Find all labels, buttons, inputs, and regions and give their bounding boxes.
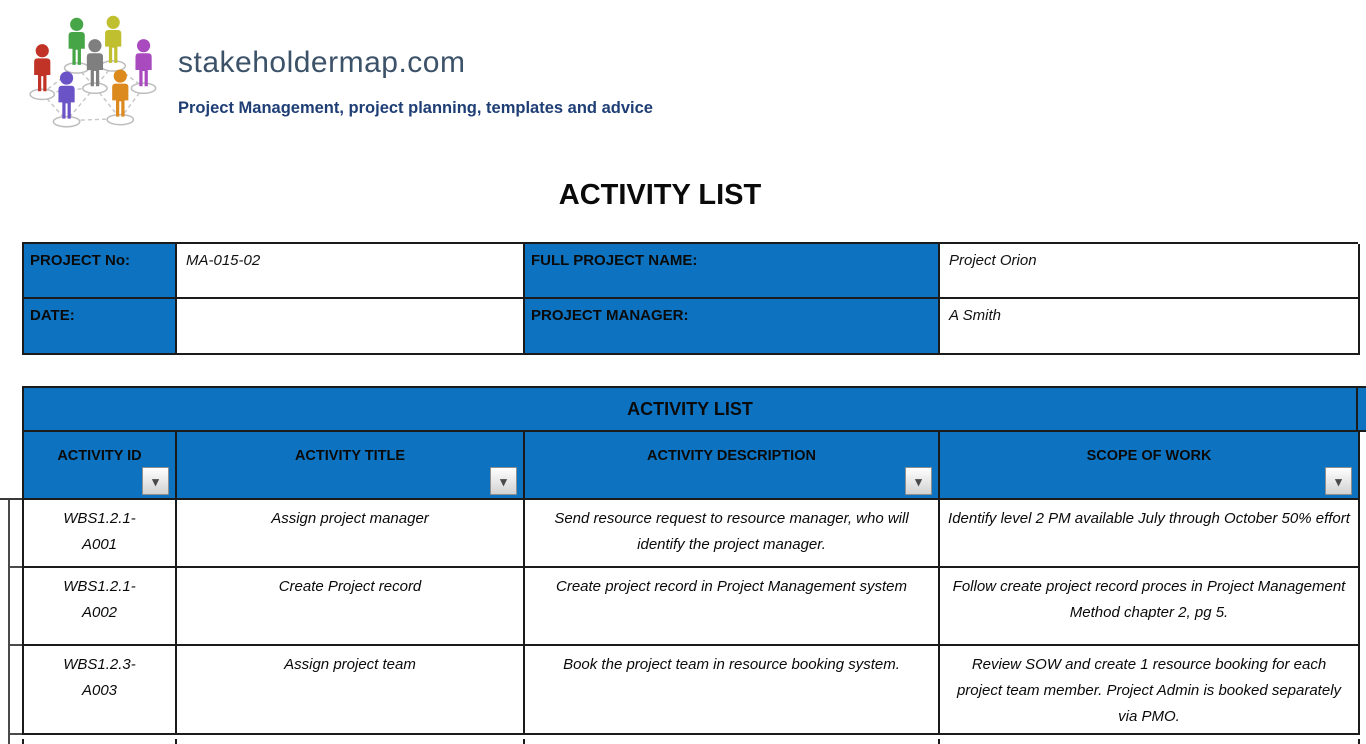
green-person-icon bbox=[69, 18, 85, 65]
activity-list-banner bbox=[22, 386, 1366, 432]
column-header-activity-title: ACTIVITY TITLE ▾ bbox=[177, 432, 525, 500]
activity-title-cell[interactable]: Create Project record bbox=[177, 568, 525, 646]
activity-id-cell[interactable]: WBS1.2.3-A003 bbox=[24, 646, 177, 735]
activity-table bbox=[22, 432, 1358, 735]
row-gridline-tick bbox=[8, 733, 22, 735]
violet-person-icon bbox=[58, 72, 74, 119]
column-header-activity-description: ACTIVITY DESCRIPTION ▾ bbox=[525, 432, 940, 500]
row-gridline-tick bbox=[8, 566, 22, 568]
orange-person-icon bbox=[112, 69, 128, 116]
brand-name: stakeholdermap.com bbox=[178, 46, 466, 79]
column-header-activity-id: ACTIVITY ID ▾ bbox=[24, 432, 177, 500]
yellow-person-icon bbox=[105, 16, 121, 63]
filter-dropdown-button[interactable] bbox=[142, 467, 169, 495]
activity-description-cell[interactable]: Book the project team in resource booking system. bbox=[525, 646, 940, 735]
date-value-cell[interactable] bbox=[177, 299, 525, 355]
filter-dropdown-button[interactable] bbox=[1325, 467, 1352, 495]
full-project-name-value-cell[interactable]: Project Orion bbox=[940, 244, 1360, 299]
row-header-gridline bbox=[8, 500, 10, 744]
activity-title-cell[interactable]: Assign project team bbox=[177, 646, 525, 735]
activity-id-cell[interactable]: WBS1.2.1-A002 bbox=[24, 568, 177, 646]
column-header-scope-of-work: SCOPE OF WORK ▾ bbox=[940, 432, 1360, 500]
activity-title-cell[interactable]: Assign project manager bbox=[177, 500, 525, 568]
project-info-table bbox=[22, 242, 1358, 355]
full-project-name-label: FULL PROJECT NAME: bbox=[525, 244, 940, 299]
gray-person-icon bbox=[87, 39, 103, 86]
activity-description-cell[interactable]: Create project record in Project Management system bbox=[525, 568, 940, 646]
project-manager-label: PROJECT MANAGER: bbox=[525, 299, 940, 355]
scope-of-work-cell[interactable]: Follow create project record proces in Project Management Method chapter 2, pg 5. bbox=[940, 568, 1360, 646]
filter-dropdown-button[interactable] bbox=[490, 467, 517, 495]
project-no-label: PROJECT No: bbox=[24, 244, 177, 299]
scope-of-work-cell[interactable]: Identify level 2 PM available July through October 50% effort bbox=[940, 500, 1360, 568]
partial-next-row bbox=[22, 739, 1358, 744]
stakeholdermap-network-logo bbox=[24, 14, 176, 128]
row-gridline-tick bbox=[8, 644, 22, 646]
page-title: ACTIVITY LIST bbox=[558, 179, 762, 211]
red-person-icon bbox=[34, 44, 50, 91]
filter-dropdown-button[interactable] bbox=[905, 467, 932, 495]
activity-list-banner-title: ACTIVITY LIST bbox=[627, 398, 753, 419]
activity-description-cell[interactable]: Send resource request to resource manager, who will identify the project manager. bbox=[525, 500, 940, 568]
activity-id-cell[interactable]: WBS1.2.1-A001 bbox=[24, 500, 177, 568]
sheet-gridline bbox=[0, 498, 22, 500]
project-manager-value-cell[interactable]: A Smith bbox=[940, 299, 1360, 355]
filter-dropdown-icon: ▾ bbox=[500, 473, 507, 489]
filter-dropdown-icon: ▾ bbox=[1335, 473, 1342, 489]
brand-tagline: Project Management, project planning, templates and advice bbox=[178, 99, 653, 117]
filter-dropdown-icon: ▾ bbox=[915, 473, 922, 489]
date-label: DATE: bbox=[24, 299, 177, 355]
filter-dropdown-icon: ▾ bbox=[152, 473, 159, 489]
scope-of-work-cell[interactable]: Review SOW and create 1 resource booking for each project team member. Project Admin is booked separately via PMO. bbox=[940, 646, 1360, 735]
sheet-gridline bbox=[1356, 386, 1358, 432]
project-no-value-cell[interactable]: MA-015-02 bbox=[177, 244, 525, 299]
magenta-person-icon bbox=[135, 39, 151, 86]
